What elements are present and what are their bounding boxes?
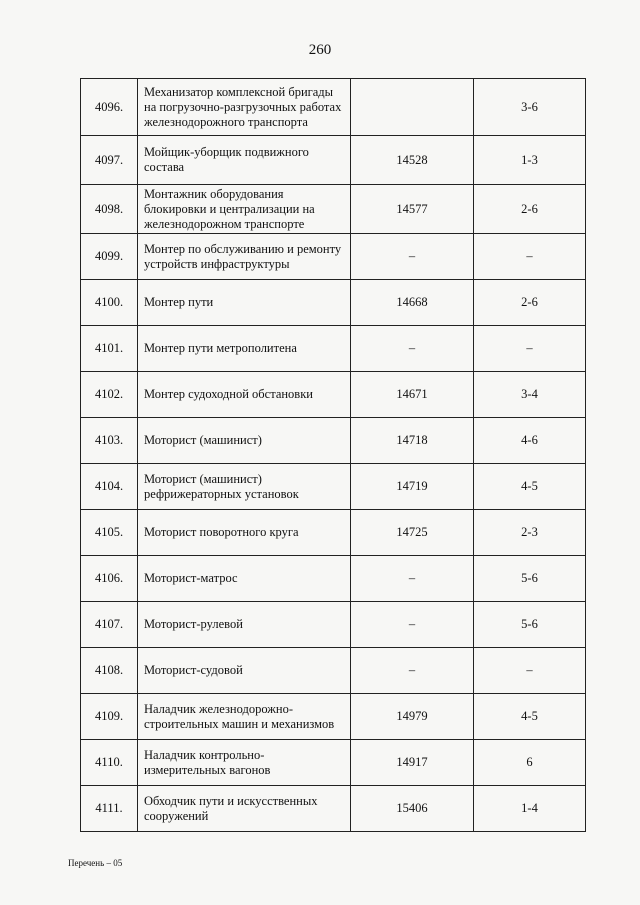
grade-range: – xyxy=(474,234,586,280)
occupation-name: Моторист-рулевой xyxy=(138,602,351,648)
table-row xyxy=(81,136,586,185)
occupations-table xyxy=(80,78,586,832)
grade-range: 3-4 xyxy=(474,372,586,418)
table-row xyxy=(81,694,586,740)
row-number: 4103. xyxy=(81,418,138,464)
table-row xyxy=(81,79,586,136)
occupation-name: Моторист (машинист) xyxy=(138,418,351,464)
row-number: 4100. xyxy=(81,280,138,326)
table-row xyxy=(81,464,586,510)
row-number: 4110. xyxy=(81,740,138,786)
occupation-name: Монтер по обслуживанию и ремонту устройств инфраструктуры xyxy=(138,234,351,280)
row-number: 4102. xyxy=(81,372,138,418)
footer-label: Перечень – 05 xyxy=(68,858,123,868)
occupation-name: Наладчик железнодорожно-строительных машин и механизмов xyxy=(138,694,351,740)
grade-range: 2-6 xyxy=(474,185,586,234)
occupation-name: Монтер судоходной обстановки xyxy=(138,372,351,418)
grade-range: 4-5 xyxy=(474,464,586,510)
grade-range: 2-6 xyxy=(474,280,586,326)
occupation-code xyxy=(351,79,474,136)
occupation-code: 14668 xyxy=(351,280,474,326)
page-number: 260 xyxy=(308,42,332,58)
row-number: 4099. xyxy=(81,234,138,280)
table-row xyxy=(81,185,586,234)
occupation-code: – xyxy=(351,234,474,280)
table-row xyxy=(81,326,586,372)
table-row xyxy=(81,648,586,694)
grade-range: 6 xyxy=(474,740,586,786)
table-row xyxy=(81,372,586,418)
occupation-code: 14577 xyxy=(351,185,474,234)
row-number: 4111. xyxy=(81,786,138,832)
occupation-name: Обходчик пути и искусственных сооружений xyxy=(138,786,351,832)
table-row xyxy=(81,510,586,556)
occupation-name: Моторист поворотного круга xyxy=(138,510,351,556)
row-number: 4109. xyxy=(81,694,138,740)
grade-range: – xyxy=(474,648,586,694)
table-row xyxy=(81,740,586,786)
occupation-code: 14725 xyxy=(351,510,474,556)
occupation-code: 14718 xyxy=(351,418,474,464)
grade-range: 4-6 xyxy=(474,418,586,464)
occupation-name: Монтер пути метрополитена xyxy=(138,326,351,372)
row-number: 4105. xyxy=(81,510,138,556)
occupation-code: 14979 xyxy=(351,694,474,740)
row-number: 4096. xyxy=(81,79,138,136)
occupation-code: 14528 xyxy=(351,136,474,185)
occupation-name: Механизатор комплексной бригады на погрузочно-разгрузочных работах железнодорожного транспорта xyxy=(138,79,351,136)
occupation-code: – xyxy=(351,326,474,372)
row-number: 4097. xyxy=(81,136,138,185)
occupation-name: Моторист (машинист) рефрижераторных установок xyxy=(138,464,351,510)
occupation-name: Моторист-матрос xyxy=(138,556,351,602)
occupation-code: – xyxy=(351,648,474,694)
grade-range: 1-4 xyxy=(474,786,586,832)
occupation-name: Монтажник оборудования блокировки и централизации на железнодорожном транспорте xyxy=(138,185,351,234)
table-row xyxy=(81,556,586,602)
occupation-name: Наладчик контрольно-измерительных вагонов xyxy=(138,740,351,786)
grade-range: 4-5 xyxy=(474,694,586,740)
row-number: 4108. xyxy=(81,648,138,694)
grade-range: 2-3 xyxy=(474,510,586,556)
grade-range: 5-6 xyxy=(474,602,586,648)
table-row xyxy=(81,234,586,280)
occupation-code: 14671 xyxy=(351,372,474,418)
grade-range: – xyxy=(474,326,586,372)
occupation-name: Моторист-судовой xyxy=(138,648,351,694)
occupation-code: – xyxy=(351,556,474,602)
occupation-name: Мойщик-уборщик подвижного состава xyxy=(138,136,351,185)
occupation-code: – xyxy=(351,602,474,648)
occupation-name: Монтер пути xyxy=(138,280,351,326)
grade-range: 1-3 xyxy=(474,136,586,185)
grade-range: 3-6 xyxy=(474,79,586,136)
row-number: 4098. xyxy=(81,185,138,234)
occupation-code: 14917 xyxy=(351,740,474,786)
occupation-code: 15406 xyxy=(351,786,474,832)
row-number: 4104. xyxy=(81,464,138,510)
table-row xyxy=(81,602,586,648)
table-row xyxy=(81,280,586,326)
table-row xyxy=(81,786,586,832)
occupation-code: 14719 xyxy=(351,464,474,510)
row-number: 4106. xyxy=(81,556,138,602)
row-number: 4101. xyxy=(81,326,138,372)
table-row xyxy=(81,418,586,464)
grade-range: 5-6 xyxy=(474,556,586,602)
row-number: 4107. xyxy=(81,602,138,648)
